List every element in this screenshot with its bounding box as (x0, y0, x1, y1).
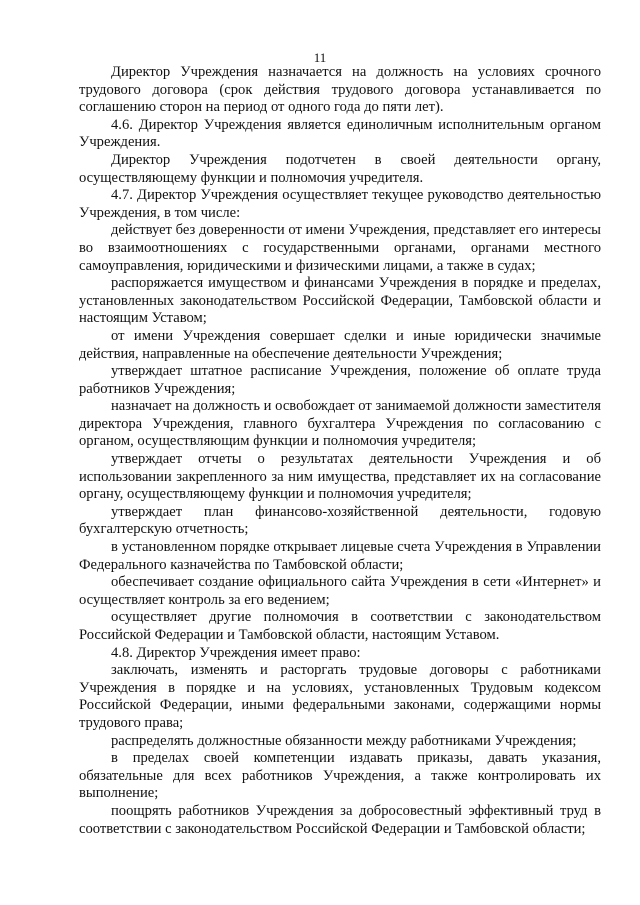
list-item: обеспечивает создание официального сайта Учреждения в сети «Интернет» и осуществляет контроль за его ведением; (79, 574, 601, 608)
paragraph-director-appointment: Директор Учреждения назначается на должность на условиях срочного трудового договора (срок действия трудового договора устанавливается по соглашению сторон на период от одного года до пяти лет). (79, 64, 601, 116)
list-item: действует без доверенности от имени Учреждения, представляет его интересы во взаимоотношениях с государственными органами, органами местного самоуправления, юридическими и физическими лицами, а также в судах; (79, 222, 601, 274)
list-item: в установленном порядке открывает лицевые счета Учреждения в Управлении Федерального казначейства по Тамбовской области; (79, 539, 601, 573)
list-item: поощрять работников Учреждения за добросовестный эффективный труд в соответствии с законодательством Российской Федерации и Тамбовской области; (79, 802, 601, 837)
list-item: осуществляет другие полномочия в соответствии с законодательством Российской Федерации и Тамбовской области, настоящим Уставом. (79, 609, 601, 643)
list-item: утверждает отчеты о результатах деятельности Учреждения и об использовании закрепленного за ним имущества, представляет их на согласование органу, осуществляющему функции и полномочия учредителя; (79, 451, 601, 503)
list-item: распоряжается имуществом и финансами Учреждения в порядке и пределах, установленных законодательством Российской Федерации, Тамбовской области и настоящим Уставом; (79, 275, 601, 327)
paragraph-director-accountable: Директор Учреждения подотчетен в своей деятельности органу, осуществляющему функции и полномочия учредителя. (79, 151, 601, 186)
list-item: утверждает план финансово-хозяйственной деятельности, годовую бухгалтерскую отчетность; (79, 503, 601, 538)
list-item: назначает на должность и освобождает от занимаемой должности заместителя директора Учреждения, главного бухгалтера Учреждения по согласованию с органом, осуществляющим функции и полномочия учредителя; (79, 398, 601, 450)
list-item: заключать, изменять и расторгать трудовые договоры с работниками Учреждения в порядке и на условиях, установленных Трудовым кодексом Российской Федерации, иными федеральными законами, содержащими нормы трудового права; (79, 662, 601, 731)
list-item: от имени Учреждения совершает сделки и иные юридически значимые действия, направленные на обеспечение деятельности Учреждения; (79, 327, 601, 362)
list-item: распределять должностные обязанности между работниками Учреждения; (111, 732, 577, 749)
paragraph-4-7: 4.7. Директор Учреждения осуществляет текущее руководство деятельностью Учреждения, в том числе: (79, 187, 601, 221)
document-body (79, 64, 601, 838)
paragraph-4-6: 4.6. Директор Учреждения является единоличным исполнительным органом Учреждения. (79, 116, 601, 151)
page-number: 11 (313, 50, 327, 65)
list-item: в пределах своей компетенции издавать приказы, давать указания, обязательные для всех работников Учреждения, а также контролировать их выполнение; (79, 750, 601, 802)
paragraph-4-8: 4.8. Директор Учреждения имеет право: (111, 644, 361, 661)
list-item: утверждает штатное расписание Учреждения, положение об оплате труда работников Учреждения; (79, 363, 601, 397)
